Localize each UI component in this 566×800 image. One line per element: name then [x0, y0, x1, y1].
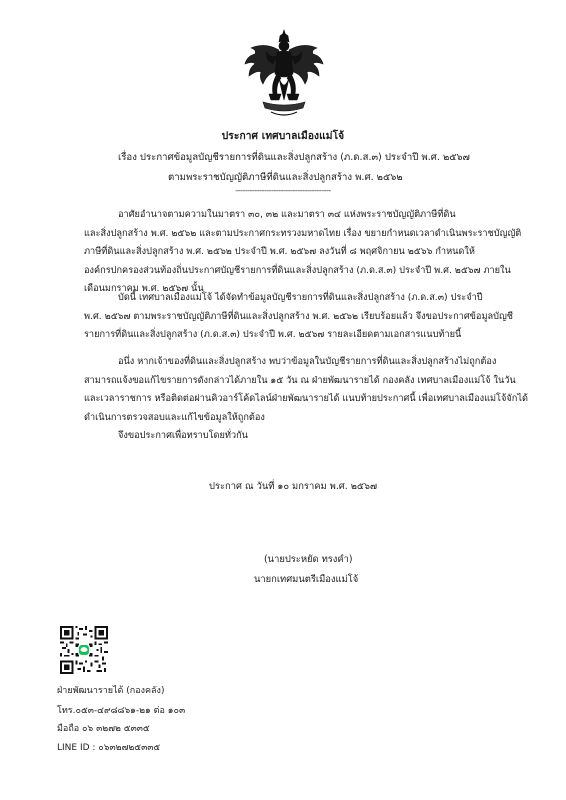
signatory-name: (นายประหยัด ทรงคำ)	[264, 554, 353, 565]
contact-department: ฝ่ายพัฒนารายได้ (กองคลัง)	[57, 686, 165, 696]
paragraph-line: อนึ่ง หากเจ้าของที่ดินและสิ่งปลูกสร้าง พบว่าข้อมูลในบัญชีรายการที่ดินและสิ่งปลูกสร้างไม่ถูกต้อง	[118, 356, 497, 367]
announcement-subject: เรื่อง ประกาศข้อมูลบัญชีรายการที่ดินและสิ่งปลูกสร้าง (ภ.ด.ส.๓) ประจำปี พ.ศ. ๒๕๖๗	[118, 152, 470, 163]
contact-phone: โทร.๐๕๓-๔๙๘๘๖๑-๒๑ ต่อ ๑๐๓	[57, 706, 186, 716]
paragraph-line: ดำเนินการตรวจสอบและแก้ไขข้อมูลให้ถูกต้อง	[84, 411, 265, 423]
paragraph-closing	[84, 427, 504, 446]
paragraph-line: พ.ศ. ๒๕๖๗ ตามพระราชบัญญัติภาษีที่ดินและสิ่งปลูกสร้าง พ.ศ. ๒๕๖๒ เรียบร้อยแล้ว จึงขอประกาศข้อมูลบัญชี	[84, 310, 514, 322]
separator-line: ----------------------------------------	[235, 186, 331, 195]
paragraph-announcement	[84, 289, 514, 345]
paragraph-line: บัดนี้ เทศบาลเมืองแม่โจ้ ได้จัดทำข้อมูลบัญชีรายการที่ดินและสิ่งปลูกสร้าง (ภ.ด.ส.๓) ประจำปี	[118, 292, 483, 303]
garuda-emblem-icon	[243, 28, 325, 120]
announcement-title: ประกาศ เทศบาลเมืองแม่โจ้	[221, 131, 345, 142]
paragraph-line: รายการที่ดินและสิ่งปลูกสร้าง (ภ.ด.ส.๓) ประจำปี พ.ศ. ๒๕๖๗ รายละเอียดตามเอกสารแนบท้ายนี้	[84, 329, 462, 340]
paragraph-line: ภาษีที่ดินและสิ่งปลูกสร้าง พ.ศ. ๒๕๖๒ ประจำปี พ.ศ. ๒๕๖๗ ลงวันที่ ๘ พฤศจิกายน ๒๕๖๖ กำหนดให้	[84, 246, 475, 257]
signatory-position: นายกเทศมนตรีเมืองแม่โจ้	[254, 574, 359, 585]
paragraph-line: อาศัยอำนาจตามความในมาตรา ๓๐, ๓๒ และมาตรา ๓๔ แห่งพระราชบัญญัติภาษีที่ดิน	[118, 209, 456, 220]
contact-mobile: มือถือ ๐๖ ๓๒๗๒ ๕๓๓๕	[57, 724, 150, 734]
paragraph-line: เดือนมกราคม พ.ศ. ๒๕๖๗ นั้น	[84, 283, 204, 294]
paragraph-line: และสิ่งปลูกสร้าง พ.ศ. ๒๕๖๒ และตามประกาศกระทรวงมหาดไทย เรื่อง ขยายกำหนดเวลาดำเนินพระราชบัญญัติ	[84, 227, 522, 239]
announcement-date: ประกาศ ณ วันที่ ๑๐ มกราคม พ.ศ. ๒๕๖๗	[209, 481, 377, 492]
line-qr-code-icon[interactable]	[60, 626, 108, 674]
paragraph-line: องค์กรปกครองส่วนท้องถิ่นประกาศบัญชีรายการที่ดินและสิ่งปลูกสร้าง (ภ.ด.ส.๓) ประจำปี พ.ศ. ๒๕๖๗ ภายใน	[84, 264, 511, 276]
paragraph-authority	[84, 206, 522, 299]
contact-line-id: LINE ID : ๐๖๓๒๗๒๕๓๓๕	[57, 743, 161, 753]
paragraph-correction	[84, 353, 528, 427]
paragraph-line: สามารถแจ้งขอแก้ไขรายการดังกล่าวได้ภายใน ๑๕ วัน ณ ฝ่ายพัฒนารายได้ กองคลัง เทศบาลเมืองแม่โจ้ ในวัน	[84, 374, 516, 386]
paragraph-line: และเวลาราชการ หรือติดต่อผ่านคิวอาร์โค้ดไลน์ฝ่ายพัฒนารายได้ แนบท้ายประกาศนี้ เพื่อเทศบาลเมืองแม่โจ้จักได้	[84, 393, 528, 404]
announcement-subject-act: ตามพระราชบัญญัติภาษีที่ดินและสิ่งปลูกสร้าง พ.ศ. ๒๕๖๒	[168, 172, 403, 183]
closing-line: จึงขอประกาศเพื่อทราบโดยทั่วกัน	[118, 430, 248, 441]
